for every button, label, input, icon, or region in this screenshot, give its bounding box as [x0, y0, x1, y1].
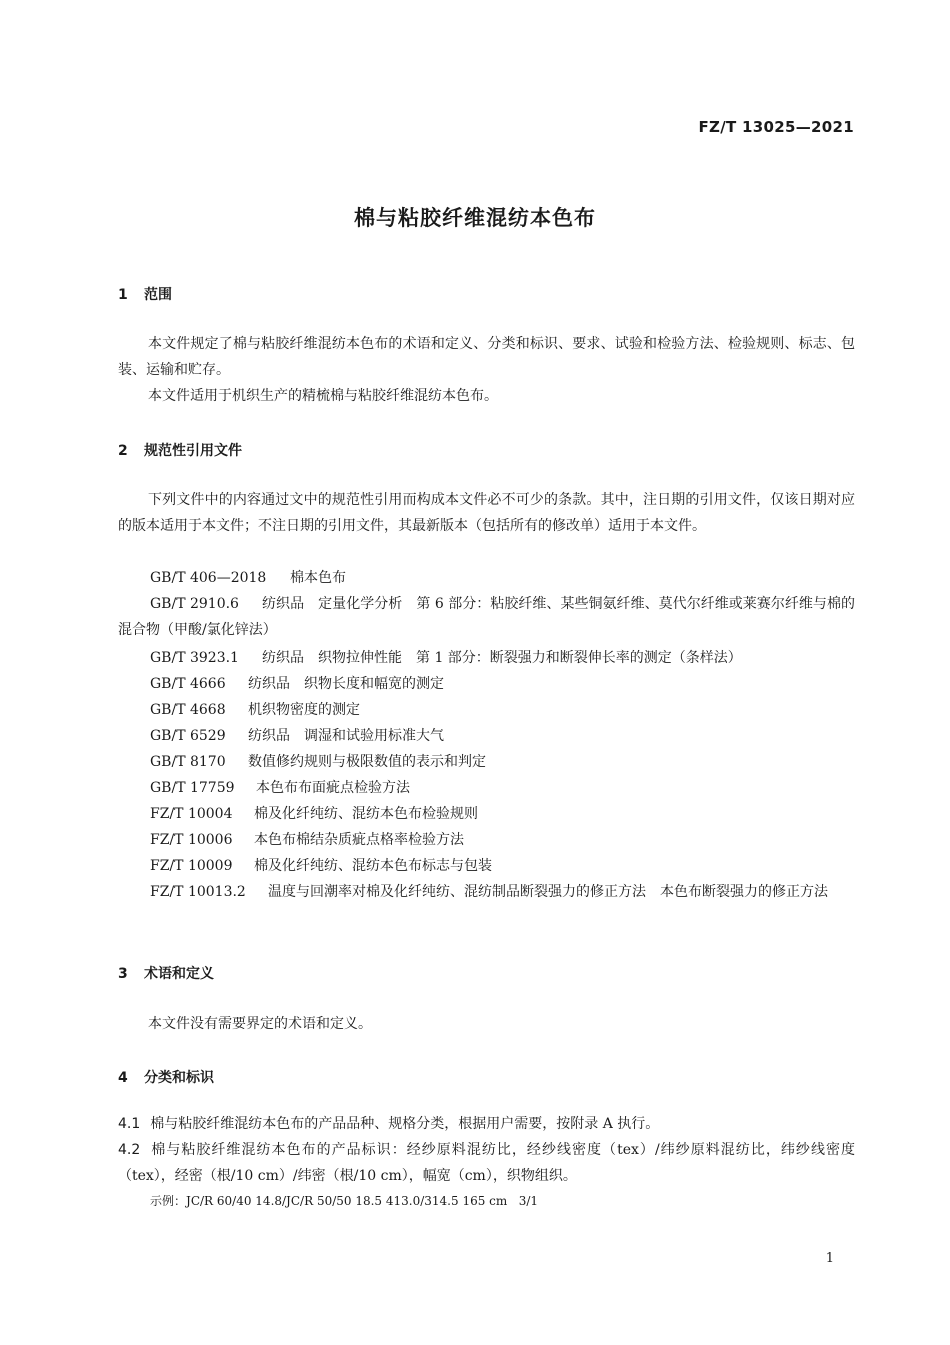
reference-item — [150, 749, 486, 775]
reference-item — [150, 827, 464, 853]
reference-title: 棉本色布 — [290, 570, 346, 586]
clause-text: 棉与粘胶纤维混纺本色布的产品标识：经纱原料混纺比，经纱线密度（tex）/纬纱原料混纺比，纬纱线密度（tex），经密（根/10 cm）/纬密（根/10 cm），幅宽（cm），织物组织。 — [118, 1142, 855, 1184]
reference-title: 纺织品 定量化学分析 第 6 部分：粘胶纤维、某些铜氨纤维、莫代尔纤维或莱赛尔纤维与棉的混合物（甲酸/氯化锌法） — [118, 596, 855, 638]
reference-item — [150, 775, 410, 801]
reference-item — [150, 645, 742, 671]
reference-code: GB/T 6529 — [150, 728, 226, 744]
clause-number: 4.1 — [118, 1116, 141, 1132]
reference-title: 温度与回潮率对棉及化纤纯纺、混纺制品断裂强力的修正方法 本色布断裂强力的修正方法 — [268, 884, 828, 900]
reference-code: GB/T 2910.6 — [150, 596, 239, 612]
section-number: 1 — [118, 287, 128, 303]
scope-paragraph-2: 本文件适用于机织生产的精梳棉与粘胶纤维混纺本色布。 — [148, 388, 498, 404]
reference-title: 纺织品 织物拉伸性能 第 1 部分：断裂强力和断裂伸长率的测定（条样法） — [262, 650, 742, 666]
section-heading-terms — [118, 963, 214, 983]
scope-paragraph-1: 本文件规定了棉与粘胶纤维混纺本色布的术语和定义、分类和标识、要求、试验和检验方法、检验规则、标志、包装、运输和贮存。 — [118, 336, 855, 378]
reference-code: GB/T 406—2018 — [150, 570, 267, 586]
clause-text: 棉与粘胶纤维混纺本色布的产品品种、规格分类，根据用户需要，按附录 A 执行。 — [150, 1116, 660, 1132]
reference-item — [118, 591, 855, 643]
reference-item — [150, 801, 478, 827]
clause-4-2 — [118, 1137, 855, 1189]
section-title: 术语和定义 — [144, 966, 214, 982]
reference-item — [150, 697, 360, 723]
reference-code: FZ/T 10006 — [150, 832, 233, 848]
reference-item — [150, 671, 444, 697]
page-number: 1 — [825, 1251, 834, 1266]
document-title: 棉与粘胶纤维混纺本色布 — [354, 206, 596, 230]
example-label: 示例： — [150, 1194, 187, 1208]
reference-title: 纺织品 织物长度和幅宽的测定 — [248, 676, 444, 692]
section-title: 范围 — [144, 287, 172, 303]
reference-title: 棉及化纤纯纺、混纺本色布标志与包装 — [254, 858, 492, 874]
normative-intro: 下列文件中的内容通过文中的规范性引用而构成本文件必不可少的条款。其中，注日期的引用文件，仅该日期对应的版本适用于本文件；不注日期的引用文件，其最新版本（包括所有的修改单）适用于本文件。 — [118, 492, 855, 534]
reference-item — [118, 879, 855, 905]
section-heading-classification — [118, 1067, 214, 1087]
section-number: 4 — [118, 1070, 128, 1086]
terms-paragraph: 本文件没有需要界定的术语和定义。 — [148, 1016, 372, 1032]
reference-code: GB/T 8170 — [150, 754, 226, 770]
reference-title: 本色布布面疵点检验方法 — [256, 780, 410, 796]
section-number: 3 — [118, 966, 128, 982]
reference-item — [150, 723, 444, 749]
reference-code: GB/T 3923.1 — [150, 650, 239, 666]
reference-item — [150, 565, 346, 591]
section-number: 2 — [118, 443, 128, 459]
example-value: JC/R 60/40 14.8/JC/R 50/50 18.5 413.0/314.5 165 cm 3/1 — [186, 1194, 539, 1208]
reference-title: 数值修约规则与极限数值的表示和判定 — [248, 754, 486, 770]
reference-code: FZ/T 10004 — [150, 806, 233, 822]
section-heading-normative — [118, 440, 242, 460]
reference-code: FZ/T 10009 — [150, 858, 233, 874]
reference-item — [150, 853, 492, 879]
reference-code: GB/T 4666 — [150, 676, 226, 692]
section-title: 分类和标识 — [144, 1070, 214, 1086]
reference-title: 本色布棉结杂质疵点格率检验方法 — [254, 832, 464, 848]
clause-number: 4.2 — [118, 1142, 141, 1158]
reference-code: GB/T 4668 — [150, 702, 226, 718]
reference-title: 棉及化纤纯纺、混纺本色布检验规则 — [254, 806, 478, 822]
reference-code: FZ/T 10013.2 — [150, 884, 246, 900]
section-title: 规范性引用文件 — [144, 443, 242, 459]
example-line — [150, 1192, 538, 1209]
clause-4-1 — [118, 1111, 855, 1137]
reference-title: 机织物密度的测定 — [248, 702, 360, 718]
reference-code: GB/T 17759 — [150, 780, 235, 796]
reference-title: 纺织品 调湿和试验用标准大气 — [248, 728, 444, 744]
section-heading-scope — [118, 284, 172, 304]
standard-code: FZ/T 13025—2021 — [698, 118, 854, 136]
